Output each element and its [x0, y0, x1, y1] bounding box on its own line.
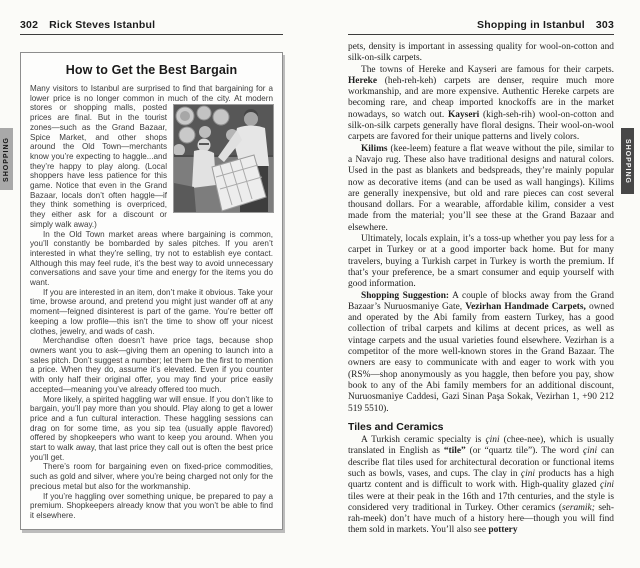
body-paragraph: Shopping Suggestion: A couple of blocks away from the Grand Bazaar’s Nuruosmaniye Gate, Vezirhan Handmade Carpets, owned and operated by the Abi family from eastern Turkey, has a good collection of tribal carpets and kilims at decent prices, as well as vintage carpets and the usual varieties found elsewhere. Vezirhan is a competitor of the more well-known stores in the Grand Bazaar. The owners are easy to communicate with and eager to work with you (RS%—shop anonymously as you haggle, then before you pay, show book to any of the Abi family members for an additional discount, Nuruosmaniye Caddesi, Gazi Sinan Paşa Sokak, Vezirhan 1, +90 212 519 5510). — [348, 290, 615, 414]
box-paragraph: In the Old Town market areas where bargaining is common, you’ll constantly be bombarded by sales pitches. If you aren’t interested in what they’re selling, try not to establish eye contact. Although this may feel rude, it’s the best way to avoid unnecessary conversations and save your time and energy for the items you do want. — [30, 229, 273, 288]
body-paragraph: pets, density is important in assessing quality for wool-on-cotton and silk-on-silk carpets. — [348, 42, 614, 64]
right-page-body — [348, 42, 614, 537]
bargain-sidebar-box — [20, 52, 283, 530]
chapter-tab-right — [621, 128, 634, 194]
chapter-tab-left-label: SHOPPING — [3, 136, 10, 182]
bargaining-photo — [174, 105, 273, 212]
box-paragraph-text: Many visitors to Istanbul are surprised to find that bargaining for a lower price is no longer common in much of the city. At — [30, 84, 273, 103]
left-running-head — [20, 19, 283, 35]
body-paragraph: A Turkish ceramic specialty is çini (chee-nee), which is usually translated in English as “tile” (or “quartz tile”). The word çini can describe flat tiles used for architectural decoration or functional items such as bowls, vases, and cups. The clay in çini products has a high quartz content and is difficult to work with. High-quality glazed çini tiles were at their peak in the 16th and 17th centuries, and the style is considered very traditional in Turkey. Other ceramics (seramik; seh-rah-meek) don’t have much of a history here—though you will find them sold in markets. You’ll also see pottery — [348, 435, 615, 536]
chapter-tab-left — [0, 128, 13, 190]
body-paragraph: Ultimately, locals explain, it’s a toss-up whether you pay less for a carpet in Turkey or at a good importer back home. But for many travelers, buying a Turkish carpet in Turkey is worth the premium. If that’s your preference, be a smart consumer and equip yourself with good information. — [348, 234, 614, 290]
body-paragraph: Kilims (kee-leem) feature a flat weave without the pile, similar to a Navajo rug. These also have traditional designs and natural colors. Used in the past as blankets and bedspreads, they’re mainly popular now as decorative items (and can be used as wall hangings). Kilims are generally inexpensive, but old and rare pieces can cost several thousand dollars. For a wearable, affordable kilim, consider a vest made from the material; you’ll see these at the Grand Bazaar and elsewhere. — [348, 143, 614, 233]
box-paragraph: If you are interested in an item, don’t make it obvious. Take your time, browse around, and pretend you might just wander off at any moment—feigned disinterest is part of the game. You’re better off keeping a low profile—this isn’t the time to show off your nicest clothes, jewelry, and wads of cash. — [30, 287, 273, 336]
box-paragraph-text: modern stores or shopping malls, posted prices are final. But in the tourist zones—such as the Grand Bazaar, Spice Market, and other shops around the Old Town—merchants know you’re expecting to haggle...and they’re happy to play along. (Local shoppers have less patience for this game. Notice that even in the Grand Bazaar, locals don’t often haggle—if they think something is overpriced, they either ask for a discount or simply walk away.) — [30, 93, 273, 229]
right-page-number: 303 — [595, 19, 614, 31]
section-heading: Tiles and Ceramics — [348, 420, 444, 433]
right-running-title: Shopping in Istanbul — [477, 19, 585, 31]
box-paragraph-list — [30, 230, 273, 521]
chapter-tab-right-label: SHOPPING — [624, 138, 631, 184]
right-running-head — [348, 19, 614, 35]
body-paragraph-list — [348, 435, 614, 537]
box-paragraph: There’s room for bargaining even on fixed-price commodities, such as gold and silver, where you’re being charged not only for the precious metal but also for the workmanship. — [30, 462, 273, 491]
left-running-title: Rick Steves Istanbul — [49, 19, 156, 31]
box-paragraph: If you’re haggling over something unique, be prepared to pay a premium. Shopkeepers already know that you won’t be able to find it elsewhere. — [30, 491, 273, 520]
box-paragraph — [30, 84, 273, 230]
body-paragraph: The towns of Hereke and Kayseri are famous for their carpets. Hereke (heh-reh-keh) carpets are denser, require much more workmanship, and are more expensive. Authentic Hereke carpets are becoming rare, and cheap imported knockoffs are in the market nowadays, so watch out. Kayseri (kigh-seh-rih) wool-on-cotton and silk-on-silk carpets generally have floral designs. Their wool-on-wool carpets are favored for their unique patterns and lively colors. — [348, 64, 614, 143]
sidebar-box-title: How to Get the Best Bargain — [65, 63, 238, 77]
box-paragraph: More likely, a spirited haggling war will ensue. If you don’t like to bargain, you’ll pay more than you should. Play along to get a lower price and a fun cultural interaction. These haggling sessions can drag on for some time, as you sip tea (usually apple flavored) offered by shopkeepers who want to keep you around. When you start to walk away, that last price they call out is often the best price you’ll get. — [30, 394, 273, 462]
box-paragraph: Merchandise often doesn’t have price tags, because shop owners want you to ask—giving them an opening to launch into a sales pitch. Don’t suggest a number; let them be the first to mention a price. When they do, assume it’s elevated. Even if you counter with only half their original offer, you may find your price easily accepted—meaning you’ve already offered too much. — [30, 336, 273, 394]
left-page-number: 302 — [20, 19, 39, 31]
body-paragraph-list — [348, 42, 614, 415]
bargaining-photo-illustration — [174, 105, 273, 212]
